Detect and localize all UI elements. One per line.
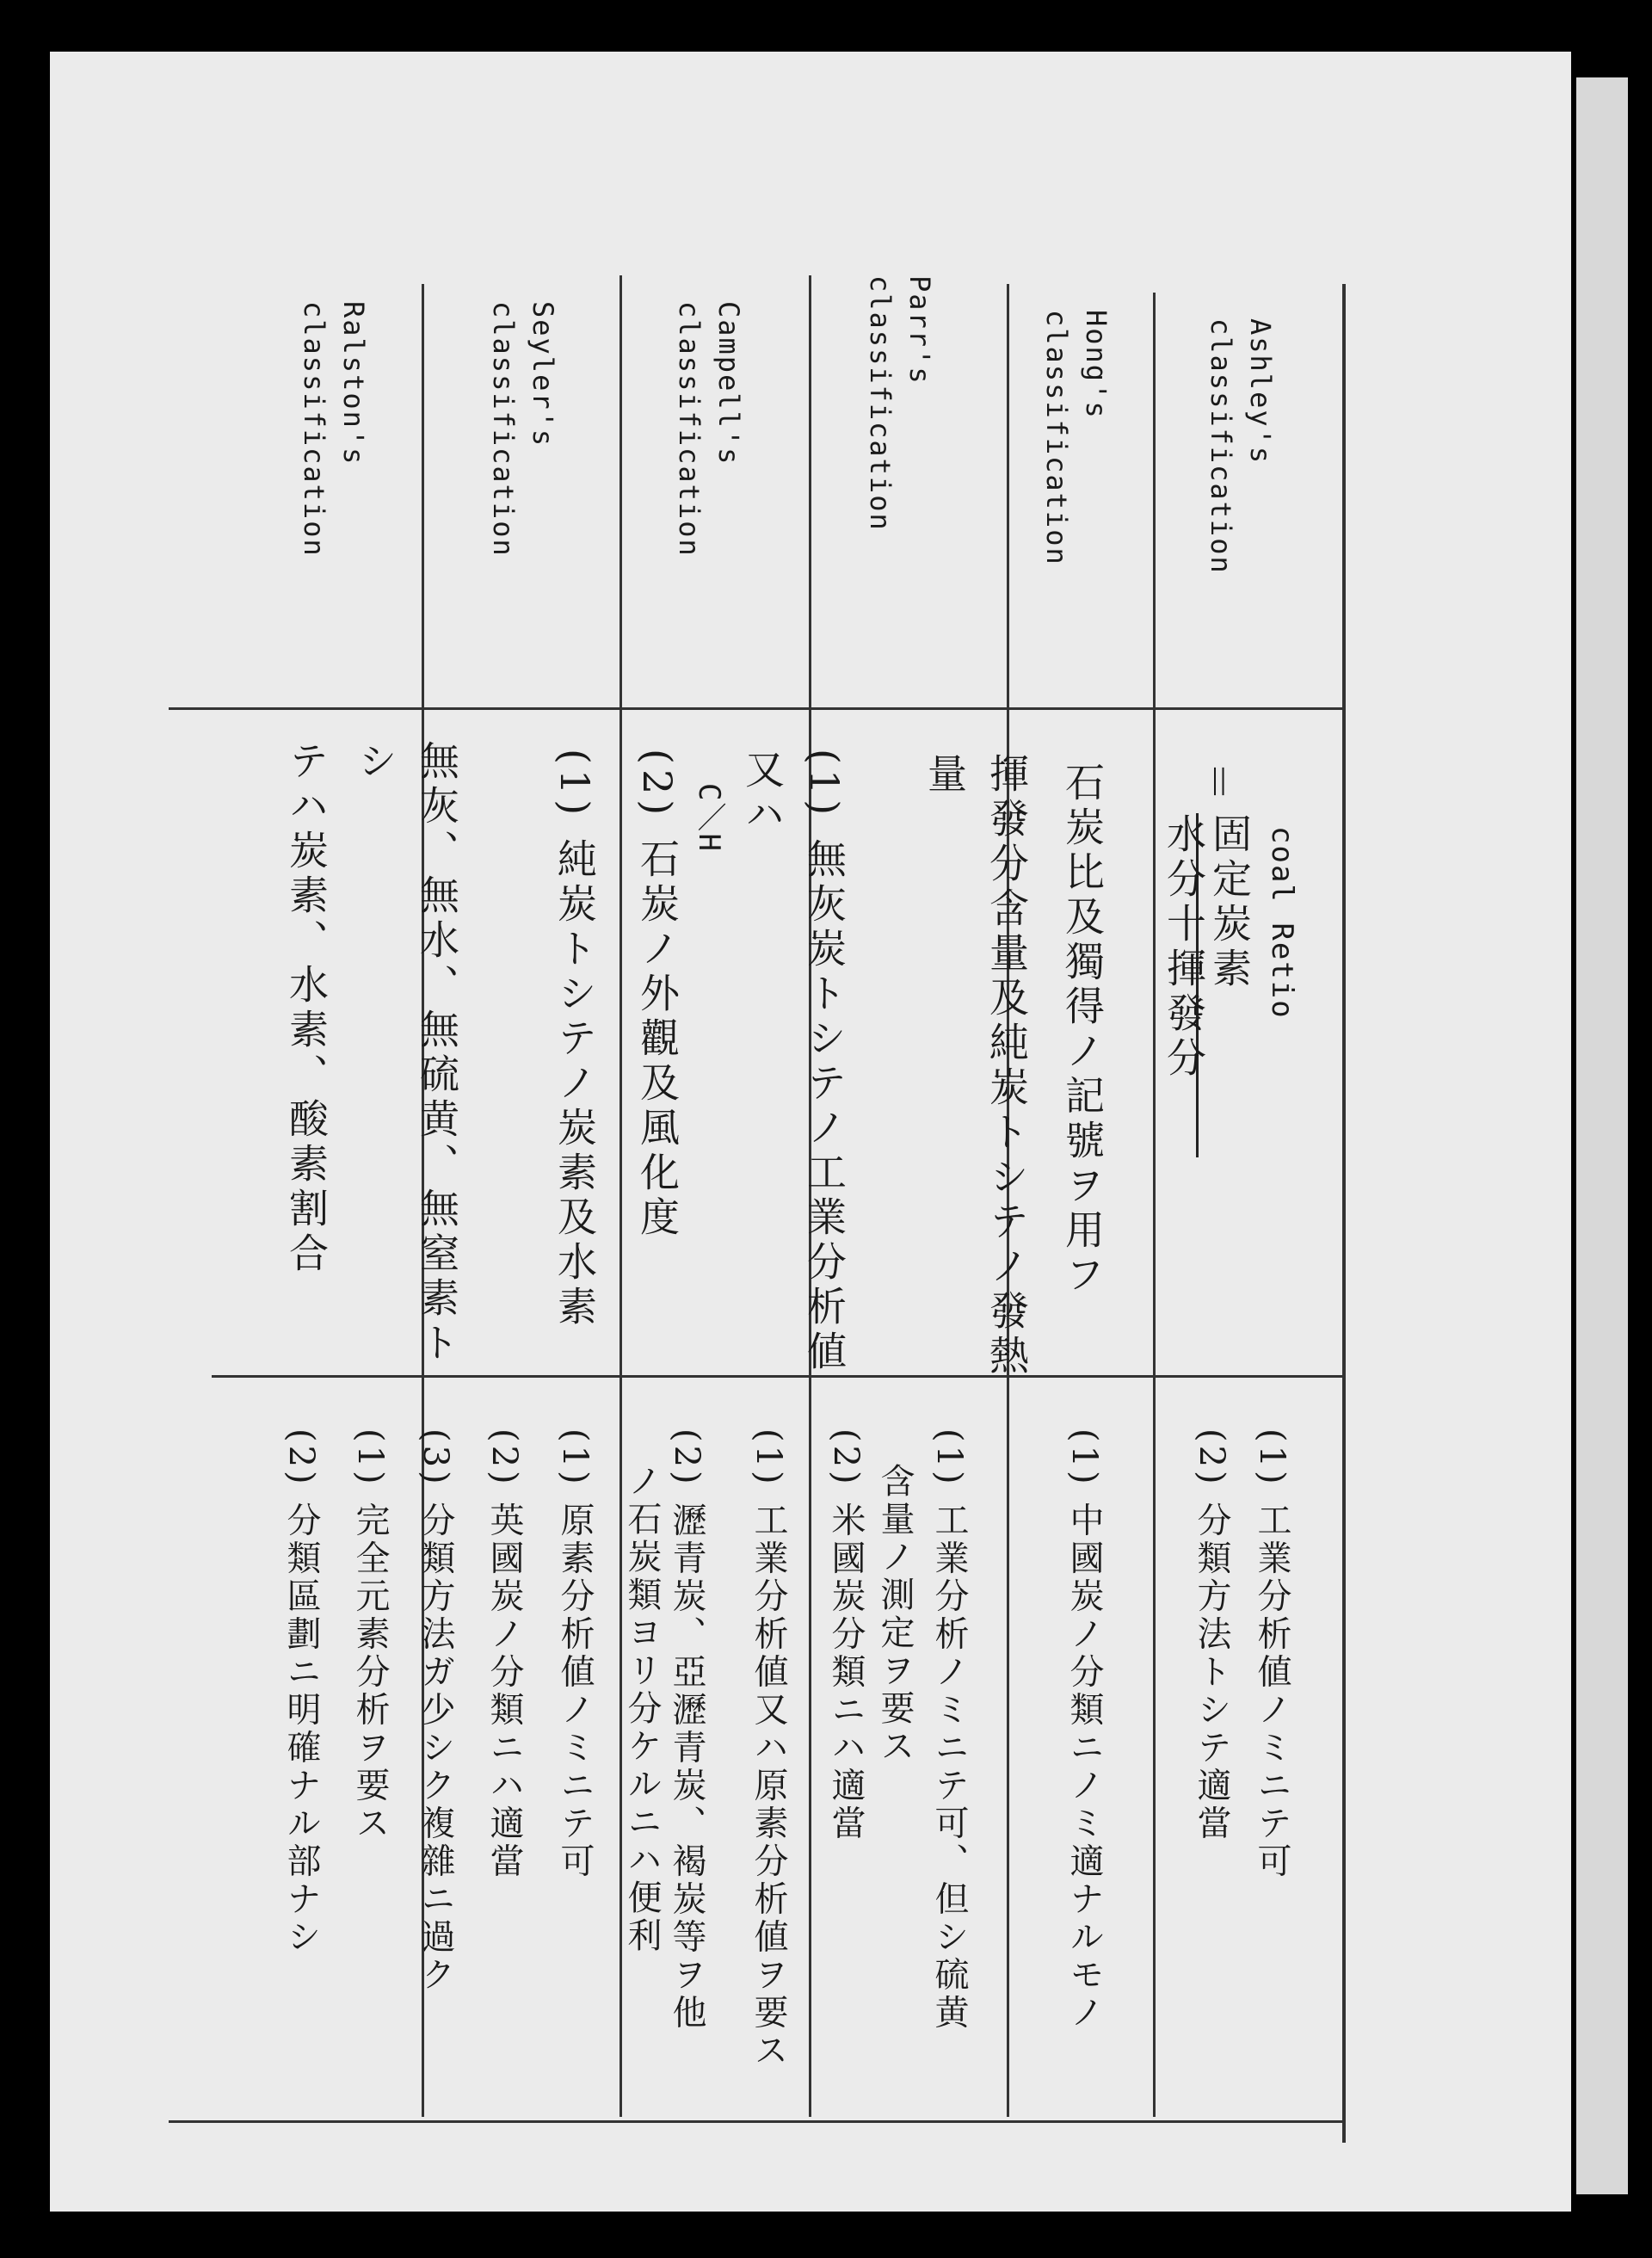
remark-line: (2) 分類區劃ニ明確ナル部ナシ bbox=[281, 1428, 321, 1957]
remark-line: (1) 工業分析値ノミニテ可 bbox=[1252, 1428, 1291, 1881]
remark-line: (1) 中國炭ノ分類ニノミ適ナルモノ bbox=[1064, 1428, 1104, 2033]
basis-line: 石炭比及獨得ノ記號ヲ用フ bbox=[1059, 762, 1106, 1299]
basis-line: 固定炭素 bbox=[1196, 813, 1261, 1157]
row-divider-1 bbox=[1153, 293, 1156, 2117]
remark-line: 含量ノ測定ヲ要ス bbox=[875, 1463, 915, 1766]
table-outer-top bbox=[1342, 284, 1346, 2143]
sheet-edge bbox=[1576, 77, 1628, 2194]
remark-line: (1) 工業分析ノミニテ可、但シ硫黄 bbox=[929, 1428, 969, 2033]
basis-line: C／H bbox=[692, 783, 726, 853]
classification-name: Campell's classification bbox=[673, 301, 745, 558]
basis-line: (1) 純炭トシテノ炭素及水素 bbox=[552, 749, 598, 1330]
remark-line: (2) 米國炭分類ニハ適當 bbox=[826, 1428, 866, 1843]
basis-line: (2) 石炭ノ外觀及風化度 bbox=[634, 749, 681, 1241]
remark-line: (1) 原素分析値ノミニテ可 bbox=[555, 1428, 595, 1881]
basis-line: (1) 無灰炭トシテノ工業分析値又ハ bbox=[739, 749, 848, 1375]
basis-line bbox=[1187, 762, 1249, 813]
classification-name: Ralston's classification bbox=[298, 301, 370, 558]
remark-line: ノ石炭類ヨリ分ケルニハ便利 bbox=[622, 1463, 662, 1955]
remark-line: (2) 瀝青炭、亞瀝青炭、褐炭等ヲ他 bbox=[667, 1428, 706, 2033]
basis-line: 揮發分含量及純炭トシテノ發熱量 bbox=[922, 753, 1030, 1379]
basis-line: 無灰、無水、無硫黄、無窒素トシ bbox=[352, 740, 460, 1367]
classification-name: Parr's classification bbox=[864, 275, 936, 532]
remark-line: (1) 完全元素分析ヲ要ス bbox=[350, 1428, 390, 1843]
equals-sign: ＝ bbox=[1195, 762, 1242, 806]
column-divider-name-basis bbox=[169, 707, 1342, 710]
remark-line: (2) 英國炭ノ分類ニハ適當 bbox=[484, 1428, 524, 1881]
basis-line: 水分十揮發分 bbox=[1161, 813, 1207, 1082]
basis-line: coal Retio bbox=[1265, 826, 1299, 1020]
classification-name: Hong's classification bbox=[1040, 310, 1113, 566]
remark-line: (1) 工業分析値又ハ原素分析値ヲ要ス bbox=[749, 1428, 788, 2070]
classification-name: Seyler's classification bbox=[487, 301, 559, 558]
classification-name: Ashley's classification bbox=[1205, 318, 1277, 575]
remark-line: (3) 分類方法ガ少シク複雜ニ過ク bbox=[416, 1428, 455, 1995]
basis-line: テハ炭素、水素、酸素割合 bbox=[283, 740, 330, 1277]
table-outer-bottom bbox=[169, 2120, 1342, 2123]
remark-line: (2) 分類方法トシテ適當 bbox=[1192, 1428, 1231, 1843]
